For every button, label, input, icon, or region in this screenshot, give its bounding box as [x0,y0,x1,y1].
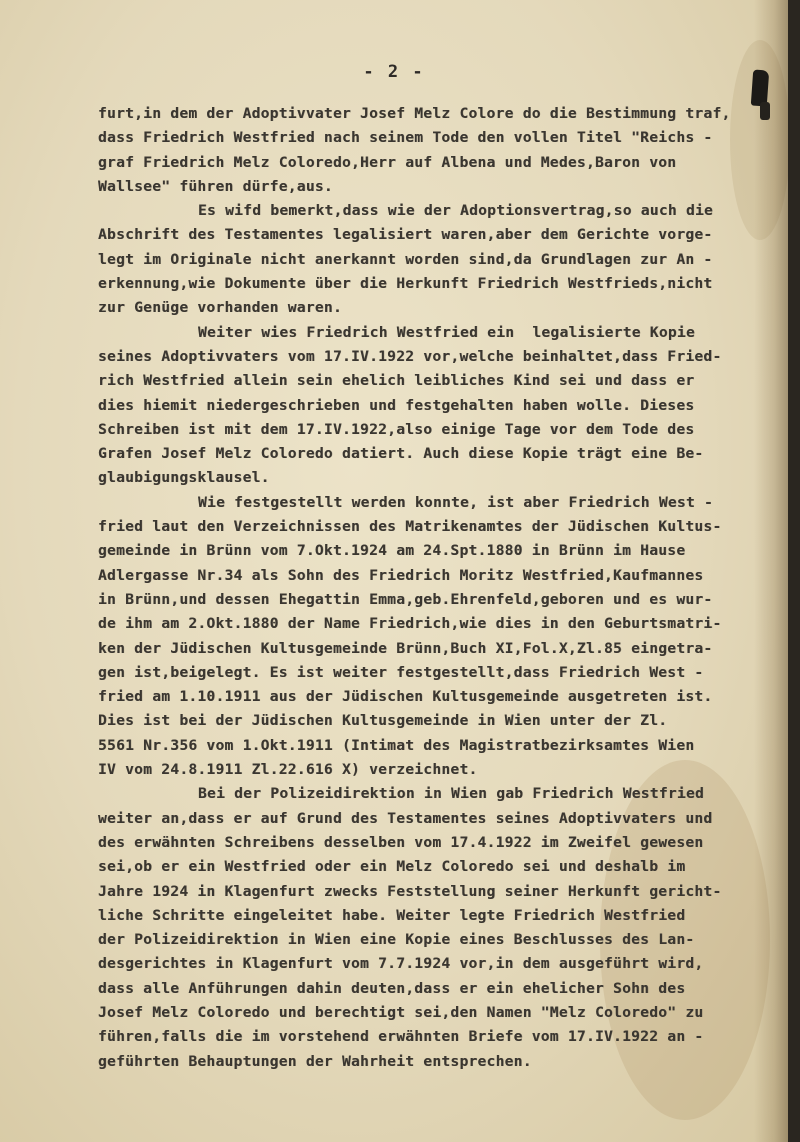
text-line: IV vom 24.8.1911 Zl.22.616 X) verzeichnet. [98,761,478,779]
text-line: des erwähnten Schreibens desselben vom 17.4.1922 im Zweifel gewesen [98,833,704,851]
text-line: Weiter wies Friedrich Westfried ein legalisierte Kopie [198,323,695,341]
text-line: gen ist,beigelegt. Es ist weiter festgestellt,dass Friedrich West - [98,663,704,681]
text-line: erkennung,wie Dokumente über die Herkunft Friedrich Westfrieds,nicht [98,275,713,293]
text-line: Grafen Josef Melz Coloredo datiert. Auch diese Kopie trägt eine Be- [98,445,704,463]
text-line: ken der Jüdischen Kultusgemeinde Brünn,Buch XI,Fol.X,Zl.85 eingetra- [98,639,713,657]
text-line: Adlergasse Nr.34 als Sohn des Friedrich Moritz Westfried,Kaufmannes [98,566,704,584]
text-line: Bei der Polizeidirektion in Wien gab Friedrich Westfried [198,785,705,803]
text-line: Jahre 1924 in Klagenfurt zwecks Feststellung seiner Herkunft gericht- [98,882,722,900]
text-line: gemeinde in Brünn vom 7.Okt.1924 am 24.Spt.1880 in Brünn im Hause [98,542,686,560]
text-line: glaubigungsklausel. [98,469,270,487]
text-line: seines Adoptivvaters vom 17.IV.1922 vor,welche beinhaltet,dass Fried- [98,347,722,365]
text-line: Abschrift des Testamentes legalisiert waren,aber dem Gerichte vorge- [98,226,713,244]
text-line: Wie festgestellt werden konnte, ist aber Friedrich West - [198,493,714,511]
text-line: de ihm am 2.Okt.1880 der Name Friedrich,wie dies in den Geburtsmatri- [98,615,722,633]
text-line: graf Friedrich Melz Coloredo,Herr auf Albena und Medes,Baron von [98,153,677,171]
text-line: sei,ob er ein Westfried oder ein Melz Coloredo sei und deshalb im [98,858,686,876]
text-line: dass Friedrich Westfried nach seinem Tode den vollen Titel "Reichs - [98,129,713,147]
text-line: dass alle Anführungen dahin deuten,dass er ein ehelicher Sohn des [98,979,686,997]
text-line: der Polizeidirektion in Wien eine Kopie eines Beschlusses des Lan- [98,931,695,949]
text-line: fried am 1.10.1911 aus der Jüdischen Kultusgemeinde ausgetreten ist. [98,688,713,706]
text-line: führen,falls die im vorstehend erwähnten Briefe vom 17.IV.1922 an - [98,1028,704,1046]
text-line: 5561 Nr.356 vom 1.Okt.1911 (Intimat des Magistratbezirksamtes Wien [98,736,695,754]
page-number: - 2 - [363,62,425,82]
text-line: fried laut den Verzeichnissen des Matrikenamtes der Jüdischen Kultus- [98,518,722,536]
text-line: Dies ist bei der Jüdischen Kultusgemeinde in Wien unter der Zl. [98,712,668,730]
text-line: in Brünn,und dessen Ehegattin Emma,geb.Ehrenfeld,geboren und es wur- [98,590,713,608]
text-line: dies hiemit niedergeschrieben und festgehalten haben wolle. Dieses [98,396,695,414]
text-line: desgerichtes in Klagenfurt vom 7.7.1924 vor,in dem ausgeführt wird, [98,955,704,973]
text-line: Josef Melz Coloredo und berechtigt sei,den Namen "Melz Coloredo" zu [98,1003,704,1021]
text-line: weiter an,dass er auf Grund des Testamentes seines Adoptivvaters und [98,809,713,827]
text-line: liche Schritte eingeleitet habe. Weiter legte Friedrich Westfried [98,906,686,924]
text-line: legt im Originale nicht anerkannt worden sind,da Grundlagen zur An - [98,250,713,268]
text-line: geführten Behauptungen der Wahrheit entsprechen. [98,1052,532,1070]
text-line: Es wifd bemerkt,dass wie der Adoptionsvertrag,so auch die [198,202,714,220]
text-line: furt,in dem der Adoptivvater Josef Melz Colore do die Bestimmung traf, [98,105,731,122]
text-line: Wallsee" führen dürfe,aus. [98,177,333,195]
text-line: rich Westfried allein sein ehelich leibliches Kind sei und dass er [98,372,695,390]
body-text [98,102,788,1074]
text-line: zur Genüge vorhanden waren. [98,299,342,317]
text-line: Schreiben ist mit dem 17.IV.1922,also einige Tage vor dem Tode des [98,420,695,438]
